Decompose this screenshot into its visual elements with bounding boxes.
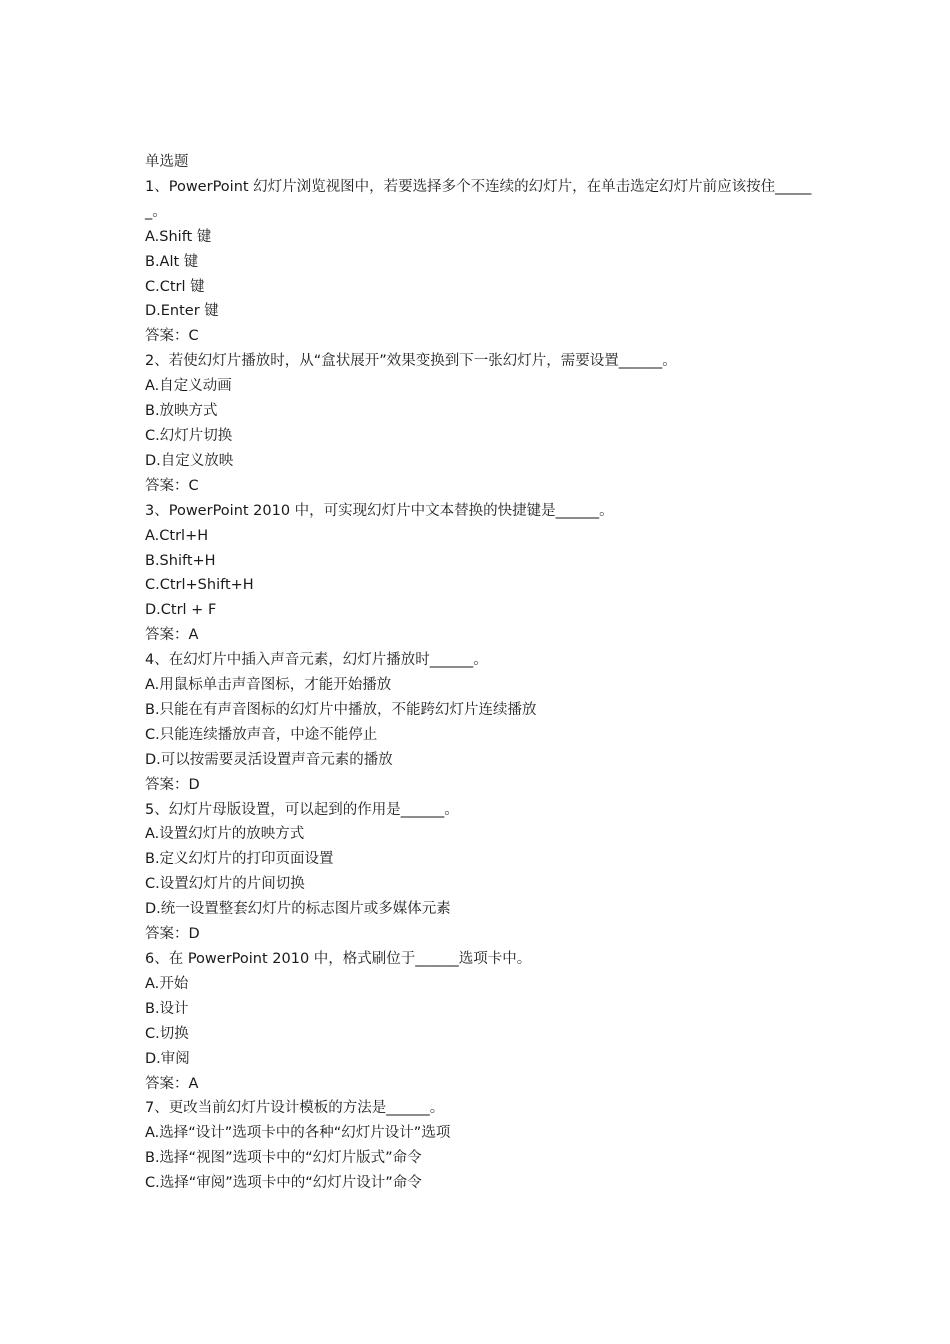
question-4 <box>145 648 825 797</box>
option-a: A.Shift 键 <box>145 228 212 245</box>
option-c: C.只能连续播放声音，中途不能停止 <box>145 726 378 743</box>
option-b: B.设计 <box>145 1000 189 1017</box>
option-c: C.Ctrl+Shift+H <box>145 577 254 594</box>
option-a: A.Ctrl+H <box>145 527 209 544</box>
question-text: 3、PowerPoint 2010 中，可实现幻灯片中文本替换的快捷键是______。 <box>145 502 614 519</box>
option-b: B.Shift+H <box>145 552 216 569</box>
section-title: 单选题 <box>145 154 189 170</box>
option-a: A.自定义动画 <box>145 378 232 395</box>
option-b: B.选择“视图”选项卡中的“幻灯片版式”命令 <box>145 1150 422 1167</box>
question-text: 4、在幻灯片中插入声音元素，幻灯片播放时______。 <box>145 652 488 669</box>
option-b: B.只能在有声音图标的幻灯片中播放，不能跨幻灯片连续播放 <box>145 701 537 718</box>
option-d: D.Ctrl + F <box>145 602 217 619</box>
question-3 <box>145 499 825 648</box>
option-d: D.统一设置整套幻灯片的标志图片或多媒体元素 <box>145 901 451 918</box>
option-a: A.设置幻灯片的放映方式 <box>145 826 305 843</box>
question-text: 5、幻灯片母版设置，可以起到的作用是______。 <box>145 801 459 818</box>
question-5 <box>145 798 825 947</box>
option-c: C.幻灯片切换 <box>145 427 233 444</box>
option-b: B.定义幻灯片的打印页面设置 <box>145 851 334 868</box>
answer: 答案：D <box>145 776 200 793</box>
option-d: D.审阅 <box>145 1050 190 1067</box>
answer: 答案：D <box>145 926 200 943</box>
option-c: C.选择“审阅”选项卡中的“幻灯片设计”命令 <box>145 1175 422 1192</box>
question-2 <box>145 349 825 498</box>
question-6 <box>145 947 825 1096</box>
document-page <box>145 150 825 1196</box>
question-text: 2、若使幻灯片播放时，从“盒状展开”效果变换到下一张幻灯片，需要设置______。 <box>145 353 677 370</box>
option-c: C.Ctrl 键 <box>145 278 205 295</box>
answer: 答案：A <box>145 1075 199 1092</box>
question-text: 6、在 PowerPoint 2010 中，格式刷位于______选项卡中。 <box>145 951 532 967</box>
question-text: 7、更改当前幻灯片设计模板的方法是______。 <box>145 1100 445 1117</box>
option-b: B.放映方式 <box>145 403 218 420</box>
answer: 答案：A <box>145 627 199 644</box>
answer: 答案：C <box>145 328 199 345</box>
option-d: D.Enter 键 <box>145 303 219 320</box>
option-b: B.Alt 键 <box>145 253 199 270</box>
option-a: A.用鼠标单击声音图标，才能开始播放 <box>145 677 392 694</box>
option-c: C.设置幻灯片的片间切换 <box>145 876 305 893</box>
answer: 答案：C <box>145 477 199 494</box>
option-a: A.选择“设计”选项卡中的各种“幻灯片设计”选项 <box>145 1125 451 1142</box>
option-c: C.切换 <box>145 1025 189 1042</box>
question-1 <box>145 175 825 349</box>
option-a: A.开始 <box>145 975 189 992</box>
option-d: D.可以按需要灵活设置声音元素的播放 <box>145 751 393 768</box>
question-7 <box>145 1096 825 1196</box>
question-text: 1、PowerPoint 幻灯片浏览视图中，若要选择多个不连续的幻灯片，在单击选定幻灯片前应该按住______。 <box>145 178 812 220</box>
option-d: D.自定义放映 <box>145 452 234 469</box>
